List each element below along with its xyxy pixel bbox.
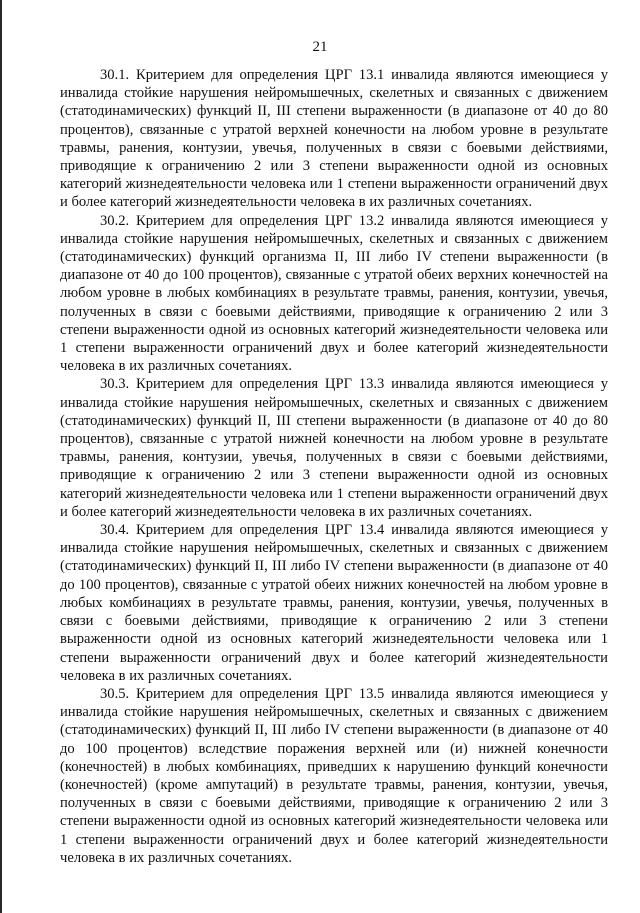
document-body xyxy=(60,66,608,867)
paragraph-30-1: 30.1. Критерием для определения ЦРГ 13.1 инвалида являются имеющиеся у инвалида стойкие нарушения нейромышечных, скелетных и связанных с движением (статодинамических) функций II, III степени выраженности (в диапазоне от 40 до 80 процентов), связанные с утратой верхней конечности на любом уровне в результате травмы, ранения, контузии, увечья, полученных в связи с боевыми действиями, приводящие к ограничению 2 или 3 степени выраженности одной из основных категорий жизнедеятельности человека или 1 степени выраженности ограничений двух и более категорий жизнедеятельности человека в их различных сочетаниях. xyxy=(60,67,608,211)
paragraph-30-2: 30.2. Критерием для определения ЦРГ 13.2 инвалида являются имеющиеся у инвалида стойкие нарушения нейромышечных, скелетных и связанных с движением (статодинамических) функций организма II, III либо IV степени выраженности (в диапазоне от 40 до 100 процентов), связанные с утратой обеих верхних конечностей на любом уровне в любых комбинациях в результате травмы, ранения, контузии, увечья, полученных в связи с боевыми действиями, приводящие к ограничению 2 или 3 степени выраженности одной из основных категорий жизнедеятельности человека или 1 степени выраженности ограничений двух и более категорий жизнедеятельности человека в их различных сочетаниях. xyxy=(60,212,608,375)
paragraph-30-4: 30.4. Критерием для определения ЦРГ 13.4 инвалида являются имеющиеся у инвалида стойкие нарушения нейромышечных, скелетных и связанных с движением (статодинамических) функций II, III либо IV степени выраженности (в диапазоне от 40 до 100 процентов), связанные с утратой обеих нижних конечностей на любом уровне в любых комбинациях в результате травмы, ранения, контузии, увечья, полученных в связи с боевыми действиями, приводящие к ограничению 2 или 3 степени выраженности одной из основных категорий жизнедеятельности человека или 1 степени выраженности ограничений двух и более категорий жизнедеятельности человека в их различных сочетаниях. xyxy=(60,522,608,684)
paragraph-30-3: 30.3. Критерием для определения ЦРГ 13.3 инвалида являются имеющиеся у инвалида стойкие нарушения нейромышечных, скелетных и связанных с движением (статодинамических) функций II, III степени выраженности (в диапазоне от 40 до 80 процентов), связанные с утратой нижней конечности на любом уровне в результате травмы, ранения, контузии, увечья, полученных в связи с боевыми действиями, приводящие к ограничению 2 или 3 степени выраженности одной из основных категорий жизнедеятельности человека или 1 степени выраженности ограничений двух и более категорий жизнедеятельности человека в их различных сочетаниях. xyxy=(60,376,608,520)
scan-edge xyxy=(0,0,2,913)
page-number: 21 xyxy=(312,39,328,55)
paragraph-30-5: 30.5. Критерием для определения ЦРГ 13.5 инвалида являются имеющиеся у инвалида стойкие нарушения нейромышечных, скелетных и связанных с движением (статодинамических) функций II, III либо IV степени выраженности (в диапазоне от 40 до 100 процентов) вследствие поражения верхней или (и) нижней конечности (конечностей) в любых комбинациях, приведших к нарушению функций конечности (конечностей) (кроме ампутаций) в результате травмы, ранения, контузии, увечья, полученных в связи с боевыми действиями, приводящие к ограничению 2 или 3 степени выраженности одной из основных категорий жизнедеятельности человека или 1 степени выраженности ограничений двух и более категорий жизнедеятельности человека в их различных сочетаниях. xyxy=(60,685,608,866)
